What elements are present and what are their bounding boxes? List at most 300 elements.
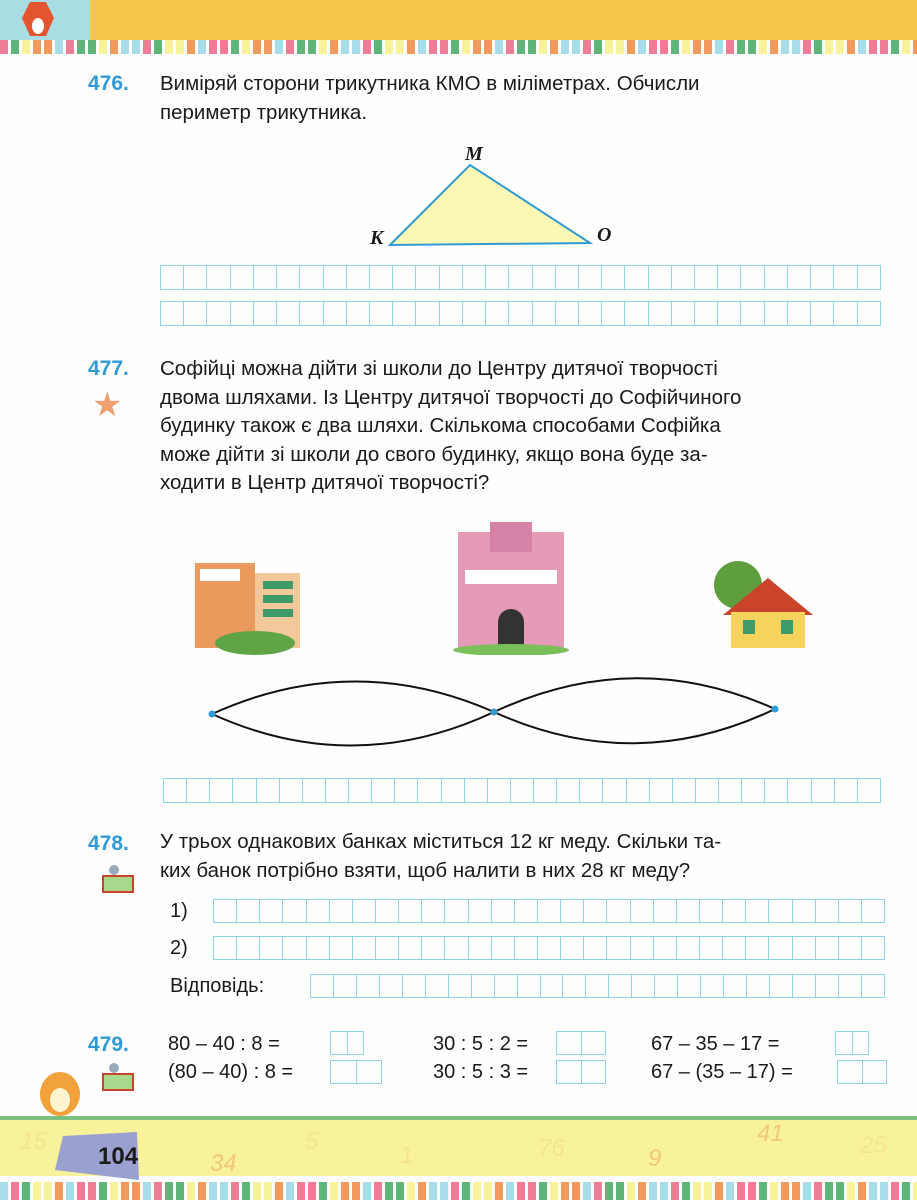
stripe [550,40,558,54]
grid-cell[interactable] [399,900,422,922]
stripe [594,40,602,54]
grid-cell[interactable] [838,1061,863,1083]
grid-cell[interactable] [331,1061,357,1083]
grid-cell[interactable] [231,266,254,289]
stripe [814,40,822,54]
grid-cell[interactable] [769,900,792,922]
grid-cell[interactable] [627,779,650,802]
grid-cell[interactable] [331,1032,348,1054]
grid-cell[interactable] [370,266,393,289]
grid-cell[interactable] [700,900,723,922]
grid-cell[interactable] [283,900,306,922]
grid-cell[interactable] [307,937,330,959]
stripe [770,40,778,54]
grid-cell[interactable] [300,302,323,325]
grid-cell[interactable] [283,937,306,959]
stripe [506,1182,514,1200]
grid-cell[interactable] [442,779,465,802]
grid-cell[interactable] [353,937,376,959]
answer-box[interactable] [330,1060,382,1084]
grid-cell[interactable] [214,900,237,922]
grid-cell[interactable] [839,900,862,922]
grid-cell[interactable] [184,266,207,289]
stripe [605,1182,613,1200]
grid-cell[interactable] [770,975,793,997]
grid-cell[interactable] [330,900,353,922]
stripe [913,40,917,54]
grid-cell[interactable] [700,937,723,959]
grid-cell[interactable] [862,900,884,922]
grid-cell[interactable] [324,302,347,325]
text-line: периметр трикутника. [160,100,368,124]
grid-cell[interactable] [677,900,700,922]
grid-cell[interactable] [518,975,541,997]
grid-cell[interactable] [469,900,492,922]
grid-cell[interactable] [672,302,695,325]
grid-cell[interactable] [449,975,472,997]
decorative-number: 15 [20,1128,47,1155]
grid-cell[interactable] [347,266,370,289]
grid-cell[interactable] [416,302,439,325]
stripe [275,40,283,54]
grid-cell[interactable] [579,302,602,325]
grid-cell[interactable] [463,302,486,325]
stripe [308,1182,316,1200]
stripe [77,40,85,54]
stripe [220,1182,228,1200]
stripe [352,1182,360,1200]
grid-cell[interactable] [765,779,788,802]
triangle-kmo [360,140,630,255]
center-point [491,709,498,716]
grid-cell[interactable] [793,975,816,997]
stripe [539,40,547,54]
step-2-grid[interactable] [213,936,885,960]
text-line: ходити в Центр дитячої творчості? [160,471,490,494]
paths-diagram [200,660,790,760]
stripe [143,40,151,54]
grid-cell[interactable] [695,302,718,325]
answer-box[interactable] [556,1031,606,1055]
grid-cell[interactable] [393,302,416,325]
stripe [638,1182,646,1200]
grid-cell[interactable] [492,900,515,922]
grid-cell[interactable] [465,779,488,802]
grid-cell[interactable] [741,266,764,289]
grid-cell[interactable] [769,937,792,959]
grid-cell[interactable] [811,302,834,325]
stripe [341,1182,349,1200]
grid-cell[interactable] [649,266,672,289]
grid-cell[interactable] [370,302,393,325]
grid-cell[interactable] [607,937,630,959]
grid-cell[interactable] [161,302,184,325]
stripe [704,40,712,54]
stripe [154,40,162,54]
grid-cell[interactable] [835,779,858,802]
grid-cell[interactable] [463,266,486,289]
grid-cell[interactable] [557,779,580,802]
grid-cell[interactable] [701,975,724,997]
grid-cell[interactable] [515,900,538,922]
grid-cell[interactable] [603,779,626,802]
grid-cell[interactable] [187,779,210,802]
stripe [693,1182,701,1200]
stripe [264,40,272,54]
grid-cell[interactable] [816,900,839,922]
answer-grid[interactable] [310,974,885,998]
grid-cell[interactable] [445,900,468,922]
stripe [605,40,613,54]
grid-cell[interactable] [533,302,556,325]
grid-cell[interactable] [672,266,695,289]
grid-cell[interactable] [403,975,426,997]
stripe [198,40,206,54]
fox-mascot-icon [0,0,90,40]
stripe [880,1182,888,1200]
header-band [0,0,917,40]
stripe [440,40,448,54]
grid-cell[interactable] [607,900,630,922]
grid-cell[interactable] [254,302,277,325]
grid-cell[interactable] [609,975,632,997]
grid-cell[interactable] [277,302,300,325]
school-building-image [185,555,305,655]
stripe [726,40,734,54]
stripe [561,1182,569,1200]
grid-cell[interactable] [260,937,283,959]
grid-cell[interactable] [625,266,648,289]
grid-cell[interactable] [422,937,445,959]
stripe [803,1182,811,1200]
grid-cell[interactable] [793,900,816,922]
grid-cell[interactable] [561,937,584,959]
stripe [902,1182,910,1200]
grid-cell[interactable] [602,266,625,289]
grid-cell[interactable] [376,900,399,922]
grid-cell[interactable] [719,779,742,802]
decorative-number: 76 [538,1135,565,1162]
stripe [473,40,481,54]
grid-cell[interactable] [579,266,602,289]
stripe [462,40,470,54]
grid-cell[interactable] [534,779,557,802]
grid-cell[interactable] [561,900,584,922]
grid-cell[interactable] [839,937,862,959]
answer-grid-row[interactable] [160,265,881,290]
stripe [198,1182,206,1200]
grid-cell[interactable] [347,302,370,325]
stripe [407,1182,415,1200]
grid-cell[interactable] [237,937,260,959]
grid-cell[interactable] [580,779,603,802]
grid-cell[interactable] [372,779,395,802]
expression: 30 : 5 : 2 = [433,1033,529,1055]
grid-cell[interactable] [395,779,418,802]
stripe [418,1182,426,1200]
stripe [759,40,767,54]
stripe [451,40,459,54]
grid-cell[interactable] [303,779,326,802]
grid-cell[interactable] [858,266,880,289]
stripe [737,40,745,54]
text-line: Виміряй сторони трикутника КМО в міліметрах. Обчисли [160,72,700,95]
stripe [231,40,239,54]
grid-cell[interactable] [793,937,816,959]
stripe [44,1182,52,1200]
grid-cell[interactable] [307,900,330,922]
grid-cell[interactable] [655,975,678,997]
grid-cell[interactable] [214,937,237,959]
grid-cell[interactable] [632,975,655,997]
grid-cell[interactable] [207,302,230,325]
stripe [374,40,382,54]
grid-cell[interactable] [649,302,672,325]
grid-cell[interactable] [416,266,439,289]
bird-mascot-icon [30,1060,90,1118]
grid-cell[interactable] [207,266,230,289]
stripe [176,1182,184,1200]
grid-cell[interactable] [747,975,770,997]
answer-box[interactable] [835,1031,869,1055]
step-1-label: 1) [170,900,188,922]
star-icon: ★ [92,386,123,424]
stripe [726,1182,734,1200]
grid-cell[interactable] [233,779,256,802]
grid-cell[interactable] [348,1032,364,1054]
stripe [836,1182,844,1200]
stripe [462,1182,470,1200]
grid-cell[interactable] [582,1061,606,1083]
grid-cell[interactable] [426,975,449,997]
grid-cell[interactable] [584,900,607,922]
grid-cell[interactable] [742,779,765,802]
stripe [429,1182,437,1200]
answer-grid-row[interactable] [160,301,881,326]
grid-cell[interactable] [330,937,353,959]
stripe [748,1182,756,1200]
grid-cell[interactable] [853,1032,869,1054]
stripe [231,1182,239,1200]
grid-cell[interactable] [445,937,468,959]
vertex-k-label: K [370,227,384,249]
stripe [528,40,536,54]
stripe [396,1182,404,1200]
grid-cell[interactable] [418,779,441,802]
grid-cell[interactable] [746,937,769,959]
grid-cell[interactable] [858,779,880,802]
grid-cell[interactable] [812,779,835,802]
stripe [363,40,371,54]
grid-cell[interactable] [538,937,561,959]
grid-cell[interactable] [399,937,422,959]
grid-cell[interactable] [393,266,416,289]
calculation-icon [100,862,138,896]
grid-cell[interactable] [184,302,207,325]
grid-cell[interactable] [353,900,376,922]
grid-cell[interactable] [811,266,834,289]
stripe [649,40,657,54]
grid-cell[interactable] [723,937,746,959]
grid-cell[interactable] [495,975,518,997]
stripe [671,1182,679,1200]
stripe [891,1182,899,1200]
grid-cell[interactable] [673,779,696,802]
grid-cell[interactable] [695,266,718,289]
grid-cell[interactable] [509,302,532,325]
grid-cell[interactable] [625,302,648,325]
stripe [869,1182,877,1200]
grid-cell[interactable] [631,937,654,959]
task-478-text [160,828,721,885]
stripe [319,40,327,54]
grid-cell[interactable] [210,779,233,802]
grid-cell[interactable] [254,266,277,289]
grid-cell[interactable] [724,975,747,997]
grid-cell[interactable] [440,266,463,289]
answer-box[interactable] [330,1031,364,1055]
grid-cell[interactable] [723,900,746,922]
grid-cell[interactable] [602,302,625,325]
grid-cell[interactable] [376,937,399,959]
grid-cell[interactable] [654,937,677,959]
grid-cell[interactable] [816,937,839,959]
grid-cell[interactable] [834,266,857,289]
grid-cell[interactable] [380,975,403,997]
stripe [33,40,41,54]
grid-cell[interactable] [678,975,701,997]
text-line: У трьох однакових банках міститься 12 кг меду. Скільки та- [160,830,722,853]
grid-cell[interactable] [741,302,764,325]
stripe [385,1182,393,1200]
grid-cell[interactable] [816,975,839,997]
text-line: може дійти зі школи до свого будинку, якщо вона буде за- [160,442,708,466]
grid-cell[interactable] [696,779,719,802]
grid-cell[interactable] [488,779,511,802]
vertex-m-label: M [465,143,483,165]
grid-cell[interactable] [349,779,372,802]
stripe [682,1182,690,1200]
grid-cell[interactable] [280,779,303,802]
grid-cell[interactable] [511,779,534,802]
grid-cell[interactable] [718,266,741,289]
stripe [715,40,723,54]
grid-cell[interactable] [863,1061,887,1083]
stripe [286,1182,294,1200]
grid-cell[interactable] [746,900,769,922]
grid-cell[interactable] [164,779,187,802]
answer-box[interactable] [837,1060,887,1084]
grid-cell[interactable] [509,266,532,289]
stripe [396,40,404,54]
grid-cell[interactable] [862,937,884,959]
grid-cell[interactable] [631,900,654,922]
grid-cell[interactable] [486,266,509,289]
grid-cell[interactable] [765,266,788,289]
grid-cell[interactable] [586,975,609,997]
grid-cell[interactable] [788,266,811,289]
grid-cell[interactable] [677,937,700,959]
stripe [308,40,316,54]
grid-cell[interactable] [440,302,463,325]
grid-cell[interactable] [718,302,741,325]
grid-cell[interactable] [557,1061,582,1083]
grid-cell[interactable] [862,975,884,997]
grid-cell[interactable] [836,1032,853,1054]
grid-cell[interactable] [357,975,380,997]
grid-cell[interactable] [231,302,254,325]
grid-cell[interactable] [584,937,607,959]
grid-cell[interactable] [541,975,564,997]
step-1-grid[interactable] [213,899,885,923]
stripe [627,1182,635,1200]
grid-cell[interactable] [324,266,347,289]
grid-cell[interactable] [326,779,349,802]
grid-cell[interactable] [650,779,673,802]
center-to-home-paths [494,678,775,743]
grid-cell[interactable] [237,900,260,922]
stripe [385,40,393,54]
grid-cell[interactable] [563,975,586,997]
grid-cell[interactable] [788,302,811,325]
grid-cell[interactable] [357,1061,382,1083]
stripe [506,40,514,54]
stripe [572,1182,580,1200]
grid-cell[interactable] [556,266,579,289]
grid-cell[interactable] [486,302,509,325]
stripe [418,40,426,54]
grid-cell[interactable] [469,937,492,959]
grid-cell[interactable] [533,266,556,289]
stripe [715,1182,723,1200]
grid-cell[interactable] [334,975,357,997]
grid-cell[interactable] [858,302,880,325]
grid-cell[interactable] [839,975,862,997]
grid-cell[interactable] [311,975,334,997]
grid-cell[interactable] [492,937,515,959]
grid-cell[interactable] [538,900,561,922]
grid-cell[interactable] [654,900,677,922]
grid-cell[interactable] [582,1032,606,1054]
stripe [363,1182,371,1200]
grid-cell[interactable] [557,1032,582,1054]
grid-cell[interactable] [765,302,788,325]
grid-cell[interactable] [834,302,857,325]
stripe [209,1182,217,1200]
grid-cell[interactable] [260,900,283,922]
text-line: двома шляхами. Із Центру дитячої творчості до Софійчиного [160,385,742,409]
answer-box[interactable] [556,1060,606,1084]
grid-cell[interactable] [515,937,538,959]
stripe [616,40,624,54]
grid-cell[interactable] [300,266,323,289]
grid-cell[interactable] [472,975,495,997]
stripe [242,1182,250,1200]
stripe [176,40,184,54]
stripe [627,40,635,54]
grid-cell[interactable] [422,900,445,922]
stripe [33,1182,41,1200]
grid-cell[interactable] [257,779,280,802]
task-number-476: 476. [88,72,129,95]
grid-cell[interactable] [788,779,811,802]
stripe [660,40,668,54]
grid-cell[interactable] [556,302,579,325]
stripe [616,1182,624,1200]
grid-cell[interactable] [277,266,300,289]
grid-cell[interactable] [161,266,184,289]
answer-grid-row[interactable] [163,778,881,803]
